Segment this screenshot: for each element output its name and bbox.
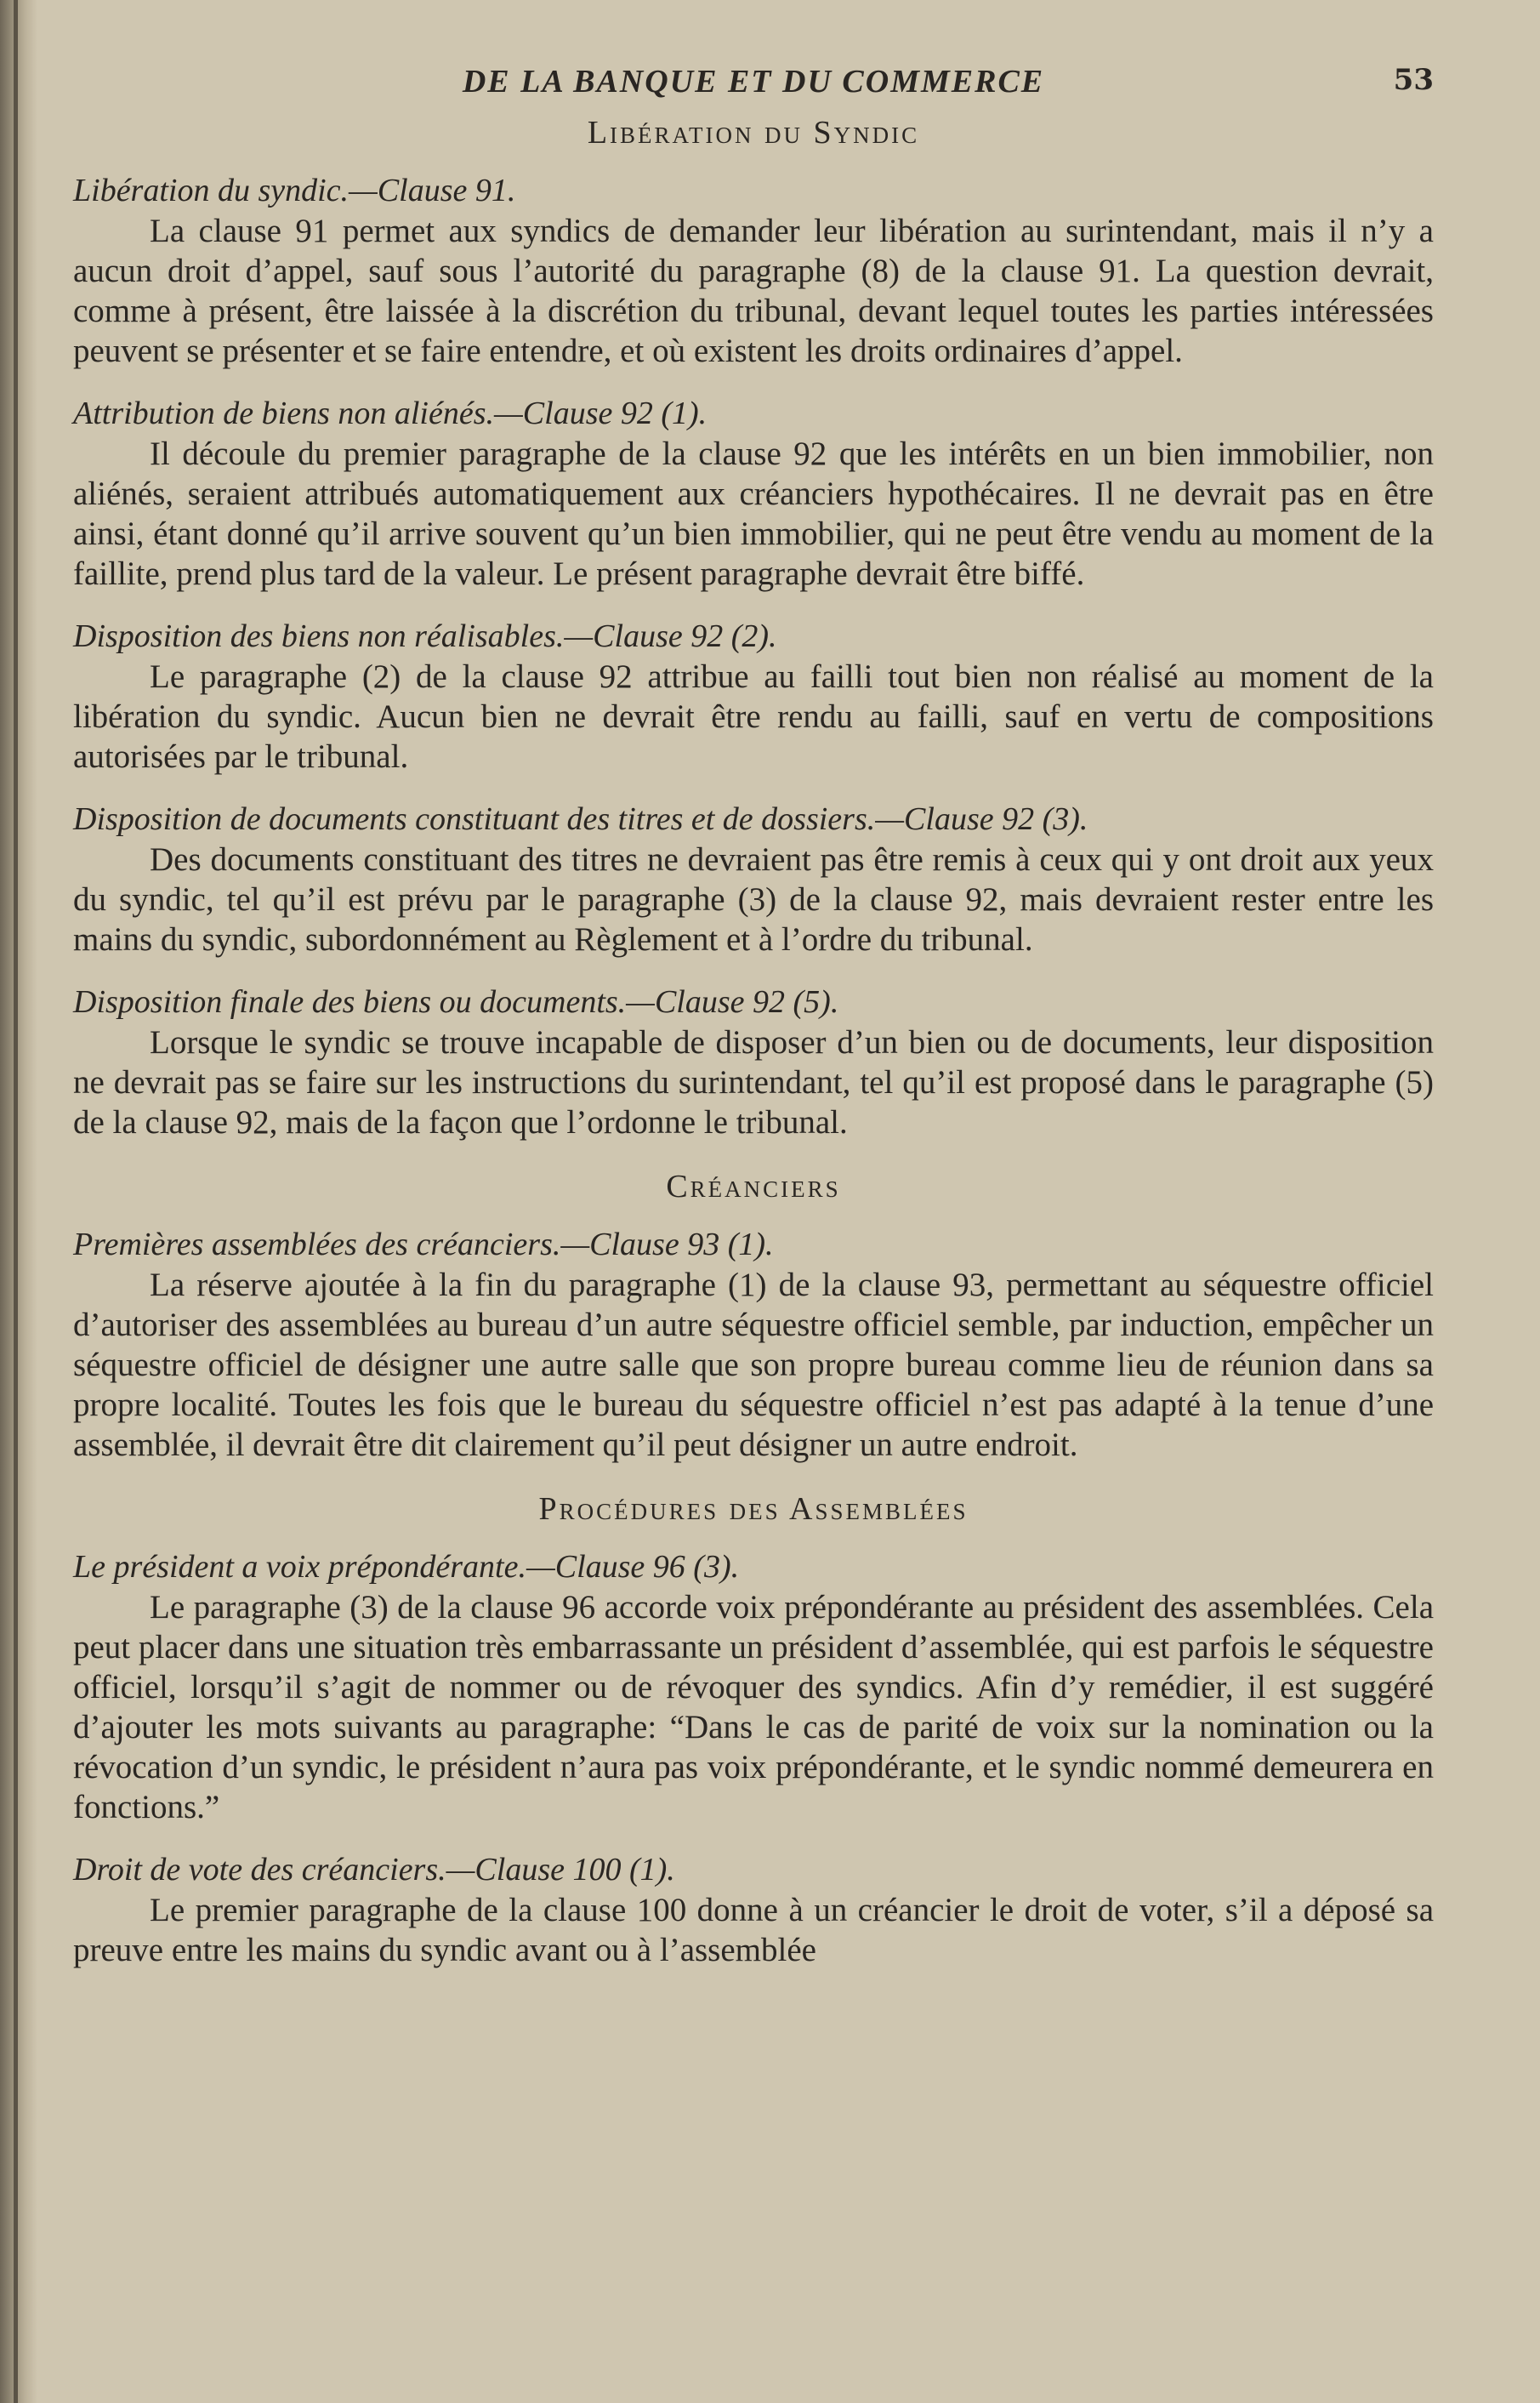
clause-subheading: Disposition des biens non réalisables.—Clause 92 (2). (73, 618, 777, 654)
clause-subheading: Disposition de documents constituant des titres et de dossiers.—Clause 92 (3). (73, 801, 1088, 837)
clause-paragraph: La clause 91 permet aux syndics de demander leur libération au surintendant, mais il n’y a aucun droit d’appel, sauf sous l’autorité du paragraphe (8) de la clause 91. La question devrait, comme à présent, être laissée à la discrétion du tribunal, devant lequel toutes les parties intéressées peuvent se présenter et se faire entendre, et où existent les droits ordinaires d’appel. (73, 213, 1434, 369)
clause-paragraph: Lorsque le syndic se trouve incapable de disposer d’un bien ou de documents, leur disposition ne devrait pas se faire sur les instructions du surintendant, tel qu’il est proposé dans le paragraphe (5) de la clause 92, mais de la façon que l’ordonne le tribunal. (73, 1024, 1434, 1141)
clause-subheading: Premières assemblées des créanciers.—Clause 93 (1). (73, 1227, 774, 1262)
clause-paragraph: Le paragraphe (2) de la clause 92 attribue au failli tout bien non réalisé au moment de la libération du syndic. Aucun bien ne devrait être rendu au failli, sauf en vertu de compositions autorisées par le tribunal. (73, 658, 1434, 775)
clause-subheading: Le président a voix prépondérante.—Clause 96 (3). (73, 1549, 740, 1585)
clause-subheading: Attribution de biens non aliénés.—Clause 92 (1). (73, 396, 707, 431)
book-binding-edge (0, 0, 37, 2403)
clause-paragraph: Il découle du premier paragraphe de la clause 92 que les intérêts en un bien immobilier, non aliénés, seraient attribués automatiquement aux créanciers hypothécaires. Il ne devrait pas en être ainsi, étant donné qu’il arrive souvent qu’un bien immobilier, qui ne peut être vendu au moment de la faillite, prend plus tard de la valeur. Le présent paragraphe devrait être biffé. (73, 436, 1434, 592)
page-number: 53 (1393, 63, 1434, 97)
binding-line (14, 0, 18, 2403)
section-heading: Libération du Syndic (587, 115, 920, 151)
section-heading: Créanciers (666, 1169, 841, 1204)
clause-subheading: Droit de vote des créanciers.—Clause 100 (1). (73, 1852, 675, 1888)
running-head (73, 51, 1434, 111)
document-page (73, 51, 1434, 2348)
section-heading: Procédures des Assemblées (538, 1491, 969, 1527)
running-title: DE LA BANQUE ET DU COMMERCE (462, 64, 1045, 100)
clause-subheading: Libération du syndic.—Clause 91. (73, 173, 516, 208)
clause-paragraph: Le paragraphe (3) de la clause 96 accorde voix prépondérante au président des assemblées. Cela peut placer dans une situation très embarrassante un président d’assemblée, qui est parfois le séquestre officiel, lorsqu’il s’agit de nommer ou de révoquer des syndics. Afin d’y remédier, il est suggéré d’ajouter les mots suivants au paragraphe: “Dans le cas de parité de voix sur la nomination ou la révocation d’un syndic, le président n’aura pas voix prépondérante, et le syndic nommé demeurera en fonctions.” (73, 1589, 1434, 1825)
clause-subheading: Disposition finale des biens ou documents.—Clause 92 (5). (73, 984, 839, 1020)
clause-paragraph: Des documents constituant des titres ne devraient pas être remis à ceux qui y ont droit aux yeux du syndic, tel qu’il est prévu par le paragraphe (3) de la clause 92, mais devraient rester entre les mains du syndic, subordonnément au Règlement et à l’ordre du tribunal. (73, 841, 1434, 958)
clause-paragraph: Le premier paragraphe de la clause 100 donne à un créancier le droit de voter, s’il a déposé sa preuve entre les mains du syndic avant ou à l’assemblée (73, 1892, 1434, 1968)
clause-paragraph: La réserve ajoutée à la fin du paragraphe (1) de la clause 93, permettant au séquestre officiel d’autoriser des assemblées au bureau d’un autre séquestre officiel semble, par induction, empêcher un séquestre officiel de désigner une autre salle que son propre bureau comme lieu de réunion dans sa propre localité. Toutes les fois que le bureau du séquestre officiel n’est pas adapté à la tenue d’une assemblée, il devrait être dit clairement qu’il peut désigner un autre endroit. (73, 1267, 1434, 1463)
